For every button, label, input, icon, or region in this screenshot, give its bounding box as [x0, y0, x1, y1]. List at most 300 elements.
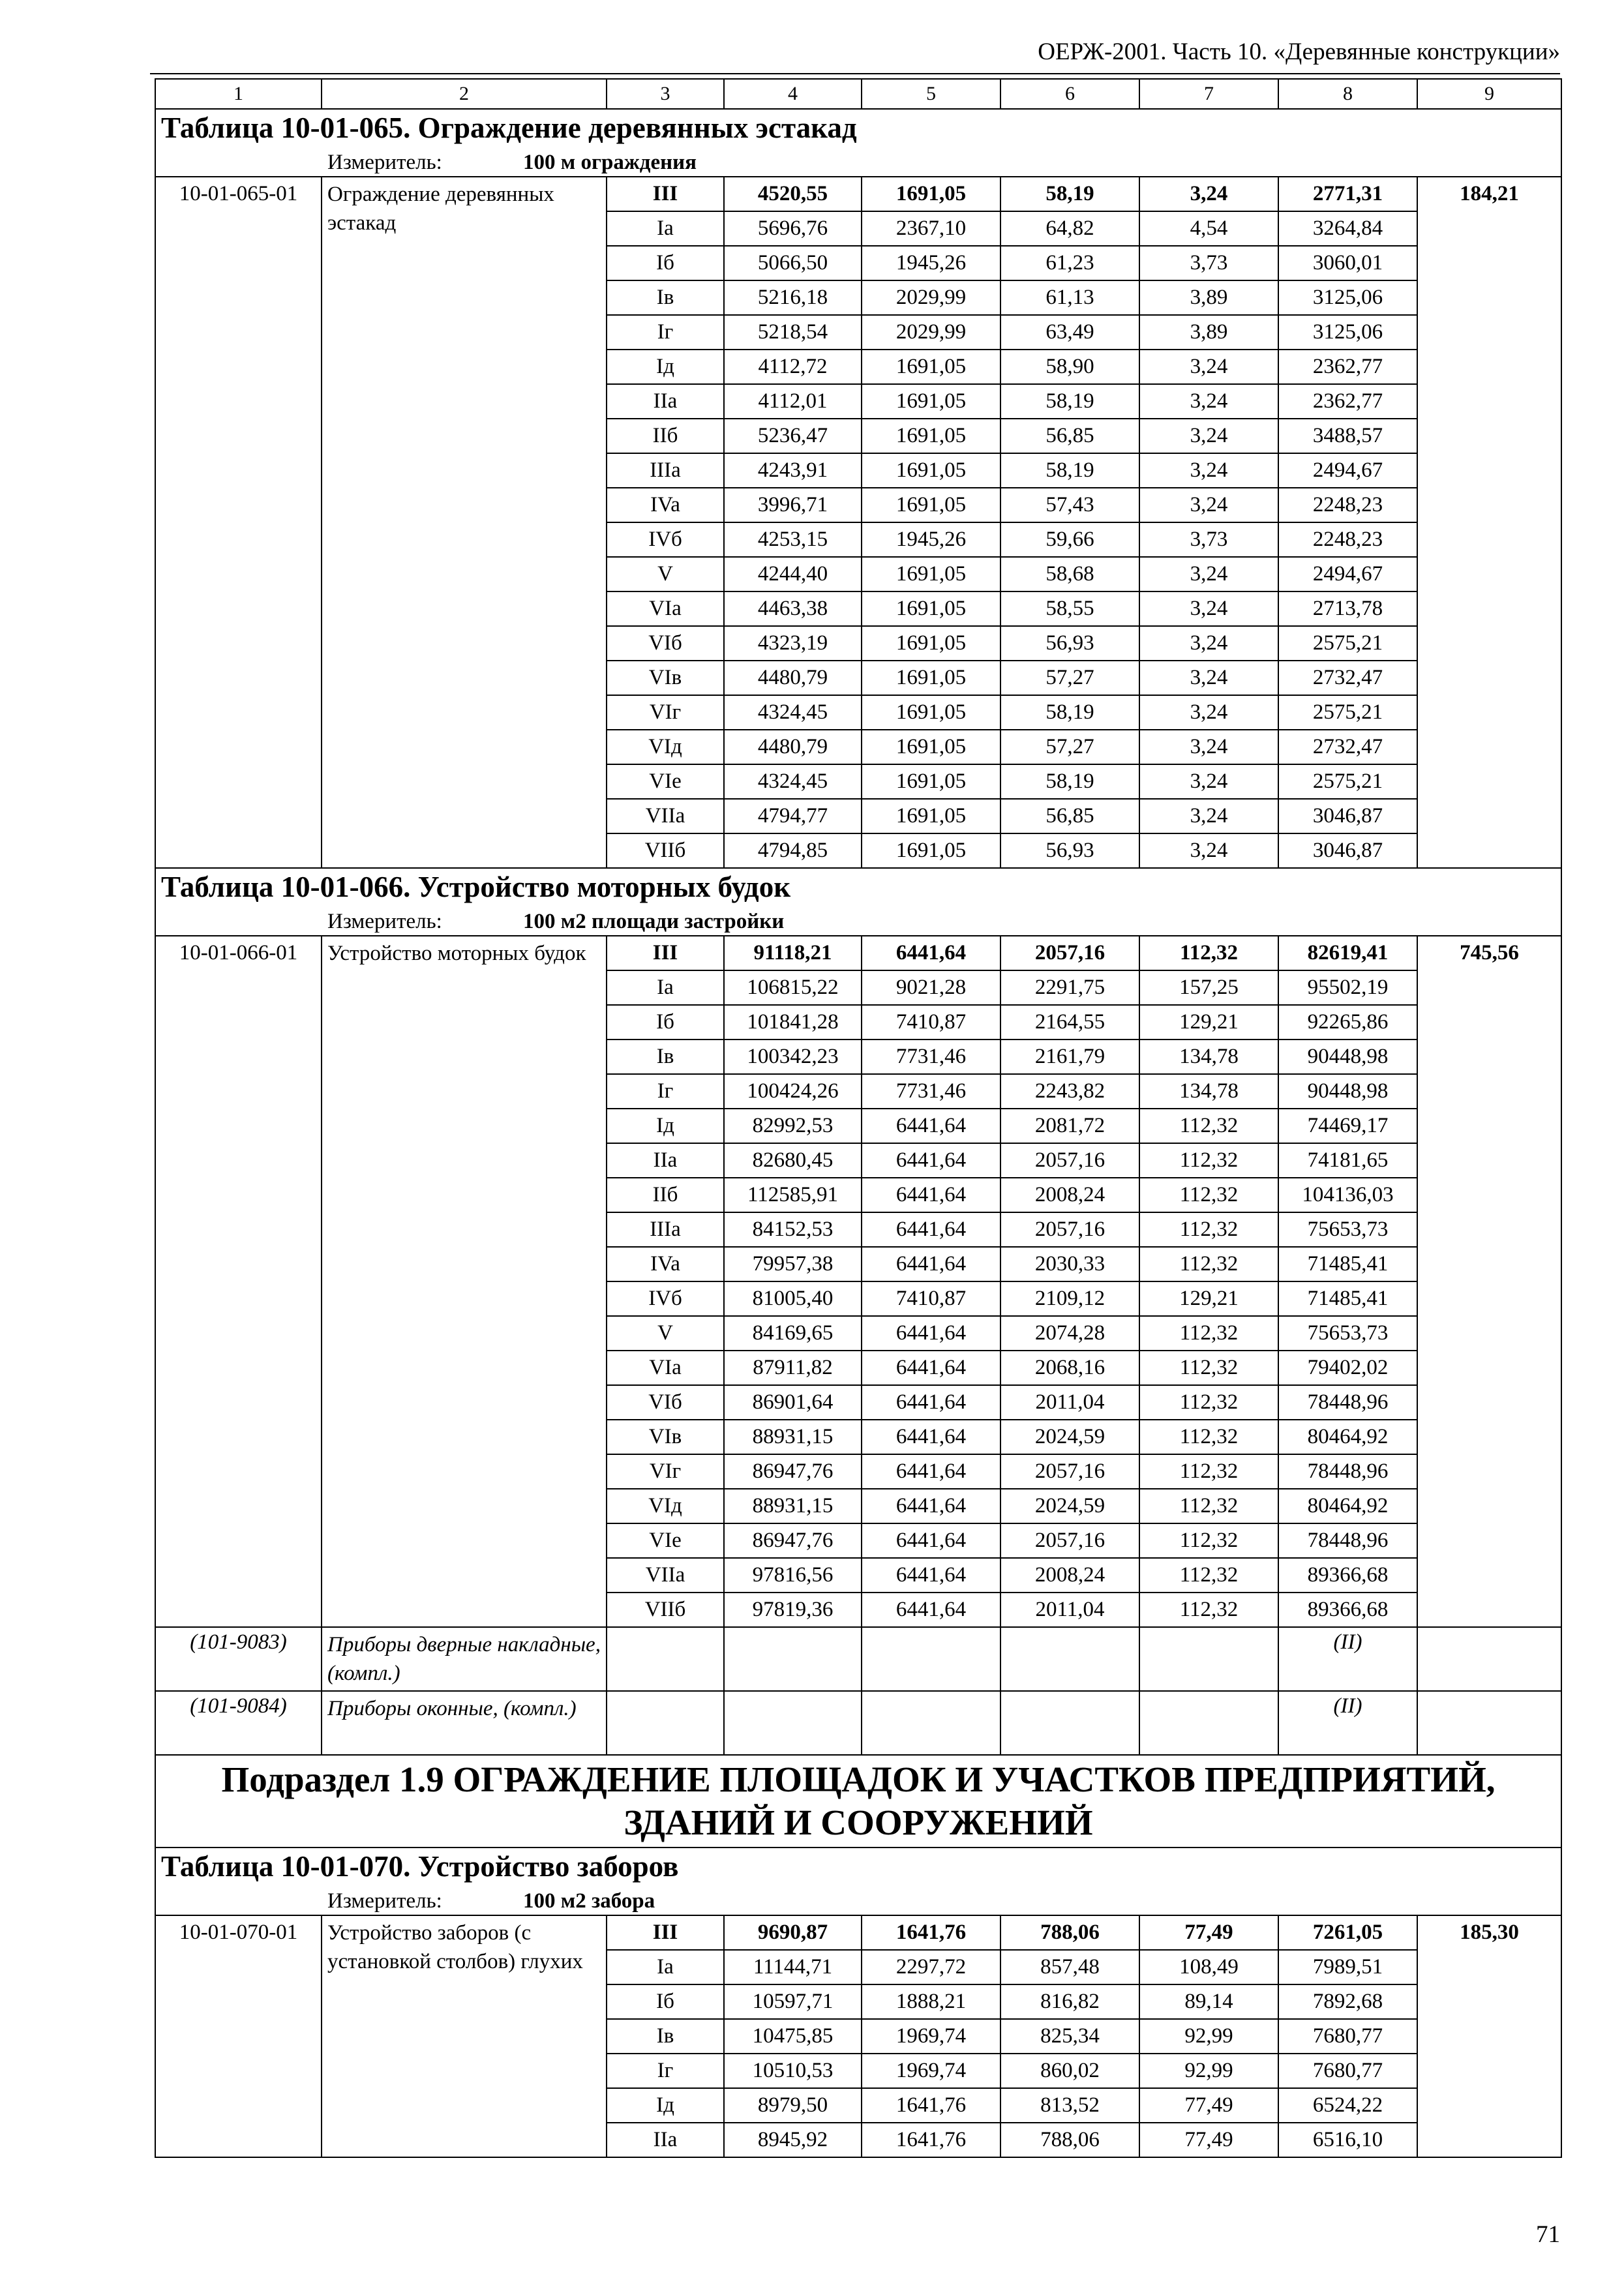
zone-code: III — [607, 177, 724, 211]
zone-code: VIIa — [607, 799, 724, 833]
rate-value: 112,32 — [1139, 936, 1278, 970]
rate-value: 58,19 — [1000, 695, 1139, 730]
rate-value: 92,99 — [1139, 2019, 1278, 2054]
rate-value: 6441,64 — [862, 1454, 1000, 1489]
zone-code: IIa — [607, 384, 724, 419]
rate-value: 4253,15 — [724, 522, 862, 557]
zone-code: Iг — [607, 2054, 724, 2088]
rate-value: 112,32 — [1139, 1420, 1278, 1454]
rate-value: 90448,98 — [1278, 1040, 1417, 1074]
rate-value: 88931,15 — [724, 1489, 862, 1523]
rate-value: 129,21 — [1139, 1281, 1278, 1316]
note-name: Приборы оконные, (компл.) — [322, 1691, 607, 1755]
zone-code: IIIa — [607, 1212, 724, 1247]
column-number: 9 — [1417, 79, 1561, 109]
note-row — [155, 1627, 1561, 1691]
rate-value: 81005,40 — [724, 1281, 862, 1316]
subsection-title: Подраздел 1.9 ОГРАЖДЕНИЕ ПЛОЩАДОК И УЧАСТКОВ ПРЕДПРИЯТИЙ, ЗДАНИЙ И СООРУЖЕНИЙ — [155, 1755, 1561, 1848]
rate-value: 1945,26 — [862, 522, 1000, 557]
rate-value: 58,19 — [1000, 384, 1139, 419]
zone-code: Iг — [607, 1074, 724, 1109]
rate-value: 77,49 — [1139, 2123, 1278, 2157]
note-code: (101-9083) — [155, 1627, 322, 1691]
rate-value: 2029,99 — [862, 315, 1000, 350]
subsection-row — [155, 1755, 1561, 1848]
rate-value: 7731,46 — [862, 1074, 1000, 1109]
rate-value: 90448,98 — [1278, 1074, 1417, 1109]
rate-tail-value: 184,21 — [1417, 177, 1561, 868]
rate-value: 1691,05 — [862, 833, 1000, 868]
rate-value: 4112,01 — [724, 384, 862, 419]
rate-value: 4480,79 — [724, 661, 862, 695]
unit-row — [155, 908, 1561, 936]
rate-value: 1691,05 — [862, 177, 1000, 211]
rate-value: 75653,73 — [1278, 1316, 1417, 1351]
rate-value: 2057,16 — [1000, 1212, 1139, 1247]
rate-value: 89,14 — [1139, 1984, 1278, 2019]
rate-value: 3,24 — [1139, 384, 1278, 419]
rate-value: 2074,28 — [1000, 1316, 1139, 1351]
rate-value: 3,24 — [1139, 177, 1278, 211]
rate-value: 112,32 — [1139, 1385, 1278, 1420]
header-rule — [150, 73, 1560, 74]
rate-value: 7410,87 — [862, 1281, 1000, 1316]
unit-cell — [155, 1887, 1561, 1915]
rate-value: 74469,17 — [1278, 1109, 1417, 1143]
rate-value: 95502,19 — [1278, 970, 1417, 1005]
rate-value: 7410,87 — [862, 1005, 1000, 1040]
rate-value: 80464,92 — [1278, 1420, 1417, 1454]
rate-value: 112,32 — [1139, 1143, 1278, 1178]
rate-value: 63,49 — [1000, 315, 1139, 350]
note-code: (101-9084) — [155, 1691, 322, 1755]
rate-value: 9690,87 — [724, 1915, 862, 1950]
zone-code: VIe — [607, 1523, 724, 1558]
zone-code: Iг — [607, 315, 724, 350]
zone-code: IIa — [607, 1143, 724, 1178]
note-name: Приборы дверные накладные, (компл.) — [322, 1627, 607, 1691]
rate-value: 2575,21 — [1278, 626, 1417, 661]
empty-cell — [1000, 1691, 1139, 1755]
unit-value: 100 м2 забора — [523, 1889, 655, 1913]
rate-value: 100424,26 — [724, 1074, 862, 1109]
zone-code: Ia — [607, 211, 724, 246]
column-number-row — [155, 79, 1561, 109]
rate-value: 82619,41 — [1278, 936, 1417, 970]
rate-value: 112,32 — [1139, 1351, 1278, 1385]
rate-value: 6441,64 — [862, 1178, 1000, 1212]
rate-value: 71485,41 — [1278, 1281, 1417, 1316]
zone-code: IVa — [607, 1247, 724, 1281]
rate-value: 134,78 — [1139, 1040, 1278, 1074]
unit-label: Измеритель: — [327, 1889, 442, 1913]
zone-code: VIIб — [607, 1593, 724, 1627]
rate-value: 92,99 — [1139, 2054, 1278, 2088]
rate-value: 80464,92 — [1278, 1489, 1417, 1523]
rate-value: 79402,02 — [1278, 1351, 1417, 1385]
table-title-row — [155, 109, 1561, 149]
rate-value: 58,90 — [1000, 350, 1139, 384]
table-row — [155, 936, 1561, 970]
empty-cell — [1139, 1691, 1278, 1755]
rate-value: 3996,71 — [724, 488, 862, 522]
rate-value: 4324,45 — [724, 764, 862, 799]
rate-value: 3,24 — [1139, 833, 1278, 868]
rate-value: 58,55 — [1000, 591, 1139, 626]
note-value: (II) — [1278, 1691, 1417, 1755]
rate-value: 3,24 — [1139, 661, 1278, 695]
rate-value: 2024,59 — [1000, 1420, 1139, 1454]
rate-value: 4,54 — [1139, 211, 1278, 246]
rate-value: 4463,38 — [724, 591, 862, 626]
rate-value: 61,23 — [1000, 246, 1139, 280]
zone-code: Iд — [607, 350, 724, 384]
rate-value: 6441,64 — [862, 1351, 1000, 1385]
column-number: 2 — [322, 79, 607, 109]
rate-value: 7680,77 — [1278, 2054, 1417, 2088]
rate-value: 2057,16 — [1000, 1454, 1139, 1489]
rate-value: 2732,47 — [1278, 661, 1417, 695]
zone-code: VIб — [607, 626, 724, 661]
rate-value: 2575,21 — [1278, 695, 1417, 730]
rate-value: 3046,87 — [1278, 799, 1417, 833]
zone-code: IIб — [607, 1178, 724, 1212]
rate-value: 7680,77 — [1278, 2019, 1417, 2054]
rate-value: 88931,15 — [724, 1420, 862, 1454]
unit-row — [155, 1887, 1561, 1915]
rate-value: 2057,16 — [1000, 1523, 1139, 1558]
unit-cell — [155, 149, 1561, 177]
rate-value: 9021,28 — [862, 970, 1000, 1005]
rate-value: 1641,76 — [862, 1915, 1000, 1950]
rate-value: 3,24 — [1139, 453, 1278, 488]
empty-cell — [1417, 1627, 1561, 1691]
rate-value: 6441,64 — [862, 1489, 1000, 1523]
rate-tail-value: 185,30 — [1417, 1915, 1561, 2157]
table-row — [155, 177, 1561, 211]
rate-value: 6441,64 — [862, 1109, 1000, 1143]
empty-cell — [607, 1691, 724, 1755]
rate-value: 5066,50 — [724, 246, 862, 280]
rate-value: 112,32 — [1139, 1593, 1278, 1627]
unit-label: Измеритель: — [327, 910, 442, 933]
rate-value: 2297,72 — [862, 1950, 1000, 1984]
rate-value: 1691,05 — [862, 557, 1000, 591]
rate-value: 2161,79 — [1000, 1040, 1139, 1074]
rate-value: 56,85 — [1000, 799, 1139, 833]
rate-value: 3060,01 — [1278, 246, 1417, 280]
table-title: Таблица 10-01-065. Ограждение деревянных эстакад — [155, 109, 1561, 149]
rate-value: 2713,78 — [1278, 591, 1417, 626]
column-number: 6 — [1000, 79, 1139, 109]
rate-value: 1691,05 — [862, 453, 1000, 488]
running-header: ОЕРЖ-2001. Часть 10. «Деревянные конструкции» — [1038, 38, 1560, 65]
rate-value: 64,82 — [1000, 211, 1139, 246]
rate-code: 10-01-066-01 — [155, 936, 322, 1627]
rate-value: 4112,72 — [724, 350, 862, 384]
rate-value: 6524,22 — [1278, 2088, 1417, 2123]
column-number: 5 — [862, 79, 1000, 109]
rate-value: 134,78 — [1139, 1074, 1278, 1109]
rate-value: 2248,23 — [1278, 522, 1417, 557]
rate-value: 1691,05 — [862, 419, 1000, 453]
rate-value: 58,19 — [1000, 453, 1139, 488]
rate-value: 2011,04 — [1000, 1593, 1139, 1627]
rate-name: Устройство моторных будок — [322, 936, 607, 1627]
rate-value: 56,93 — [1000, 626, 1139, 661]
rate-name: Ограждение деревянных эстакад — [322, 177, 607, 868]
unit-value: 100 м2 площади застройки — [523, 910, 785, 933]
zone-code: IIa — [607, 2123, 724, 2157]
empty-cell — [862, 1691, 1000, 1755]
rate-value: 112,32 — [1139, 1247, 1278, 1281]
rate-value: 6441,64 — [862, 1593, 1000, 1627]
rate-value: 2068,16 — [1000, 1351, 1139, 1385]
rate-value: 3,73 — [1139, 246, 1278, 280]
rate-value: 6441,64 — [862, 1523, 1000, 1558]
rate-value: 1641,76 — [862, 2123, 1000, 2157]
rate-value: 7731,46 — [862, 1040, 1000, 1074]
empty-cell — [607, 1627, 724, 1691]
rate-value: 2367,10 — [862, 211, 1000, 246]
rate-value: 2575,21 — [1278, 764, 1417, 799]
zone-code: IVб — [607, 1281, 724, 1316]
rate-value: 82680,45 — [724, 1143, 862, 1178]
unit-cell — [155, 908, 1561, 936]
rate-code: 10-01-070-01 — [155, 1915, 322, 2157]
empty-cell — [1417, 1691, 1561, 1755]
rate-value: 87911,82 — [724, 1351, 862, 1385]
rate-value: 74181,65 — [1278, 1143, 1417, 1178]
rate-value: 56,85 — [1000, 419, 1139, 453]
rate-value: 1691,05 — [862, 626, 1000, 661]
zone-code: V — [607, 557, 724, 591]
rate-value: 3,24 — [1139, 764, 1278, 799]
rate-value: 5216,18 — [724, 280, 862, 315]
rate-value: 112,32 — [1139, 1109, 1278, 1143]
zone-code: Iд — [607, 2088, 724, 2123]
rate-value: 86947,76 — [724, 1454, 862, 1489]
rate-value: 86901,64 — [724, 1385, 862, 1420]
rate-value: 4324,45 — [724, 695, 862, 730]
rate-value: 2057,16 — [1000, 936, 1139, 970]
rate-value: 2291,75 — [1000, 970, 1139, 1005]
rate-value: 104136,03 — [1278, 1178, 1417, 1212]
rate-value: 97819,36 — [724, 1593, 862, 1627]
unit-row — [155, 149, 1561, 177]
column-number: 7 — [1139, 79, 1278, 109]
rate-value: 112,32 — [1139, 1212, 1278, 1247]
rate-value: 2030,33 — [1000, 1247, 1139, 1281]
rate-value: 1691,05 — [862, 764, 1000, 799]
rate-value: 2494,67 — [1278, 557, 1417, 591]
rate-value: 3,24 — [1139, 730, 1278, 764]
rate-value: 5236,47 — [724, 419, 862, 453]
rate-value: 1691,05 — [862, 591, 1000, 626]
rate-value: 2362,77 — [1278, 350, 1417, 384]
rate-value: 112,32 — [1139, 1316, 1278, 1351]
rate-value: 57,27 — [1000, 661, 1139, 695]
rate-value: 10597,71 — [724, 1984, 862, 2019]
table-row — [155, 1915, 1561, 1950]
zone-code: Ia — [607, 970, 724, 1005]
column-number: 1 — [155, 79, 322, 109]
rate-value: 3,24 — [1139, 557, 1278, 591]
rate-value: 2243,82 — [1000, 1074, 1139, 1109]
rate-value: 129,21 — [1139, 1005, 1278, 1040]
rate-value: 860,02 — [1000, 2054, 1139, 2088]
rate-value: 3264,84 — [1278, 211, 1417, 246]
rate-value: 4794,77 — [724, 799, 862, 833]
rate-value: 61,13 — [1000, 280, 1139, 315]
zone-code: III — [607, 1915, 724, 1950]
rate-value: 89366,68 — [1278, 1593, 1417, 1627]
rate-value: 3,24 — [1139, 799, 1278, 833]
rate-code: 10-01-065-01 — [155, 177, 322, 868]
note-value: (II) — [1278, 1627, 1417, 1691]
zone-code: Ia — [607, 1950, 724, 1984]
rate-value: 3488,57 — [1278, 419, 1417, 453]
empty-cell — [724, 1691, 862, 1755]
rate-value: 788,06 — [1000, 2123, 1139, 2157]
rate-value: 57,43 — [1000, 488, 1139, 522]
rate-value: 6441,64 — [862, 1143, 1000, 1178]
rate-value: 75653,73 — [1278, 1212, 1417, 1247]
rate-value: 108,49 — [1139, 1950, 1278, 1984]
rate-value: 825,34 — [1000, 2019, 1139, 2054]
rate-value: 11144,71 — [724, 1950, 862, 1984]
rate-value: 1969,74 — [862, 2019, 1000, 2054]
rate-value: 4243,91 — [724, 453, 862, 488]
rate-value: 2248,23 — [1278, 488, 1417, 522]
rate-value: 8945,92 — [724, 2123, 862, 2157]
rate-value: 2164,55 — [1000, 1005, 1139, 1040]
rate-value: 10475,85 — [724, 2019, 862, 2054]
rate-value: 3,89 — [1139, 315, 1278, 350]
rate-value: 857,48 — [1000, 1950, 1139, 1984]
rate-value: 7989,51 — [1278, 1950, 1417, 1984]
rate-value: 8979,50 — [724, 2088, 862, 2123]
empty-cell — [1139, 1627, 1278, 1691]
zone-code: VIIa — [607, 1558, 724, 1593]
rate-value: 59,66 — [1000, 522, 1139, 557]
zone-code: IIб — [607, 419, 724, 453]
rate-value: 4244,40 — [724, 557, 862, 591]
rate-value: 78448,96 — [1278, 1523, 1417, 1558]
rate-value: 2362,77 — [1278, 384, 1417, 419]
rate-value: 1969,74 — [862, 2054, 1000, 2088]
zone-code: VIe — [607, 764, 724, 799]
rate-value: 2008,24 — [1000, 1558, 1139, 1593]
rate-value: 106815,22 — [724, 970, 862, 1005]
zone-code: VIб — [607, 1385, 724, 1420]
rate-value: 788,06 — [1000, 1915, 1139, 1950]
rate-value: 157,25 — [1139, 970, 1278, 1005]
rate-value: 2771,31 — [1278, 177, 1417, 211]
rate-value: 58,19 — [1000, 177, 1139, 211]
rate-value: 2081,72 — [1000, 1109, 1139, 1143]
rate-value: 4480,79 — [724, 730, 862, 764]
zone-code: VIд — [607, 730, 724, 764]
rate-value: 57,27 — [1000, 730, 1139, 764]
rate-value: 2732,47 — [1278, 730, 1417, 764]
zone-code: IIIa — [607, 453, 724, 488]
rate-value: 78448,96 — [1278, 1385, 1417, 1420]
zone-code: VIд — [607, 1489, 724, 1523]
rate-value: 112,32 — [1139, 1558, 1278, 1593]
rate-value: 86947,76 — [724, 1523, 862, 1558]
rate-value: 1691,05 — [862, 799, 1000, 833]
rate-value: 4323,19 — [724, 626, 862, 661]
rate-value: 89366,68 — [1278, 1558, 1417, 1593]
rate-value: 2024,59 — [1000, 1489, 1139, 1523]
table-title: Таблица 10-01-066. Устройство моторных будок — [155, 868, 1561, 908]
rate-value: 84152,53 — [724, 1212, 862, 1247]
rate-value: 71485,41 — [1278, 1247, 1417, 1281]
rate-value: 3,24 — [1139, 419, 1278, 453]
rate-value: 10510,53 — [724, 2054, 862, 2088]
zone-code: Iб — [607, 1984, 724, 2019]
rate-value: 58,19 — [1000, 764, 1139, 799]
zone-code: IVa — [607, 488, 724, 522]
rate-value: 1691,05 — [862, 488, 1000, 522]
rate-value: 3,24 — [1139, 350, 1278, 384]
rate-value: 4520,55 — [724, 177, 862, 211]
table-title-row — [155, 868, 1561, 908]
zone-code: VIг — [607, 1454, 724, 1489]
rate-value: 1691,05 — [862, 730, 1000, 764]
rates-table — [155, 78, 1562, 2158]
rate-value: 1945,26 — [862, 246, 1000, 280]
rate-value: 56,93 — [1000, 833, 1139, 868]
rate-value: 3,24 — [1139, 591, 1278, 626]
rate-value: 82992,53 — [724, 1109, 862, 1143]
rate-value: 6441,64 — [862, 936, 1000, 970]
rate-value: 91118,21 — [724, 936, 862, 970]
zone-code: IVб — [607, 522, 724, 557]
rate-value: 2011,04 — [1000, 1385, 1139, 1420]
rate-value: 112,32 — [1139, 1523, 1278, 1558]
zone-code: VIIб — [607, 833, 724, 868]
rate-value: 5696,76 — [724, 211, 862, 246]
unit-value: 100 м ограждения — [523, 151, 697, 174]
rate-value: 112,32 — [1139, 1454, 1278, 1489]
rate-value: 1641,76 — [862, 2088, 1000, 2123]
zone-code: VIв — [607, 1420, 724, 1454]
rate-value: 1691,05 — [862, 350, 1000, 384]
rate-value: 112,32 — [1139, 1489, 1278, 1523]
rate-value: 101841,28 — [724, 1005, 862, 1040]
rate-value: 3,73 — [1139, 522, 1278, 557]
rate-value: 78448,96 — [1278, 1454, 1417, 1489]
zone-code: VIa — [607, 591, 724, 626]
column-number: 4 — [724, 79, 862, 109]
rate-value: 112585,91 — [724, 1178, 862, 1212]
rate-value: 4794,85 — [724, 833, 862, 868]
rate-value: 1691,05 — [862, 695, 1000, 730]
rate-value: 6441,64 — [862, 1316, 1000, 1351]
rate-value: 6441,64 — [862, 1247, 1000, 1281]
rate-value: 7261,05 — [1278, 1915, 1417, 1950]
zone-code: VIв — [607, 661, 724, 695]
rate-value: 7892,68 — [1278, 1984, 1417, 2019]
rate-value: 813,52 — [1000, 2088, 1139, 2123]
zone-code: Iв — [607, 1040, 724, 1074]
rate-value: 5218,54 — [724, 315, 862, 350]
zone-code: Iб — [607, 1005, 724, 1040]
rate-value: 3,24 — [1139, 626, 1278, 661]
rate-value: 6441,64 — [862, 1212, 1000, 1247]
